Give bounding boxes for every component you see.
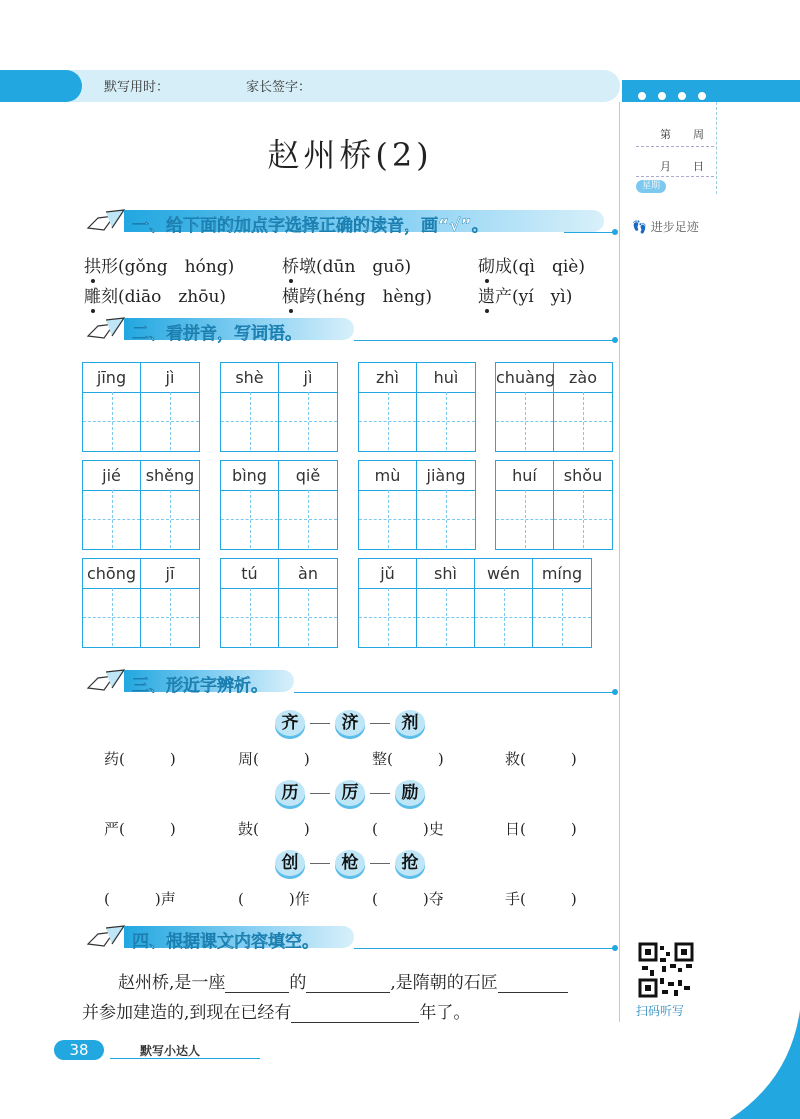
pinyin-grid bbox=[495, 362, 613, 452]
sentence-text: 赵州桥,是一座 bbox=[118, 973, 226, 993]
char-bubble: 励 bbox=[395, 780, 425, 806]
pinyin-grid bbox=[82, 460, 200, 550]
sentence-text: 年了。 bbox=[419, 1003, 471, 1023]
pinyin-grid bbox=[358, 558, 592, 648]
pinyin-grid bbox=[358, 460, 476, 550]
writing-box[interactable] bbox=[417, 392, 475, 450]
pinyin-options: (qì qiè) bbox=[512, 257, 585, 277]
grid-cell[interactable] bbox=[359, 461, 417, 549]
pinyin: jié bbox=[83, 461, 140, 491]
pinyin: zào bbox=[554, 363, 612, 393]
pinyin: àn bbox=[279, 559, 337, 589]
dotted-word: 遗产 bbox=[478, 287, 512, 307]
grid-cell[interactable] bbox=[359, 559, 417, 647]
pinyin-grid bbox=[220, 362, 338, 452]
q1-item bbox=[84, 282, 226, 307]
grid-cell[interactable] bbox=[221, 363, 279, 451]
divider bbox=[564, 232, 614, 233]
answer-blank[interactable] bbox=[498, 974, 568, 993]
grid-cell[interactable] bbox=[496, 363, 554, 451]
qr-label: 扫码听写 bbox=[636, 1004, 685, 1018]
fill-blank[interactable]: ( )作 bbox=[238, 890, 310, 908]
sentence-text: 并参加建造的,到现在已经有 bbox=[82, 1003, 292, 1023]
pinyin-grid bbox=[220, 558, 338, 648]
writing-box[interactable] bbox=[221, 588, 278, 646]
writing-box[interactable] bbox=[417, 490, 475, 548]
writing-box[interactable] bbox=[279, 392, 337, 450]
section1-title: 一、给下面的加点字选择正确的读音，画“√”。 bbox=[132, 216, 489, 236]
bullet-dot bbox=[612, 229, 618, 235]
pinyin: chōng bbox=[83, 559, 140, 589]
divider bbox=[636, 176, 714, 177]
grid-cell[interactable] bbox=[533, 559, 591, 647]
grid-cell[interactable] bbox=[554, 461, 612, 549]
pinyin: chuàng bbox=[496, 363, 553, 393]
writing-box[interactable] bbox=[359, 490, 416, 548]
q1-item bbox=[84, 252, 234, 277]
section2-header bbox=[84, 316, 624, 342]
section1-header bbox=[84, 208, 624, 234]
dash bbox=[370, 793, 390, 794]
dotted-word: 砌成 bbox=[478, 257, 512, 277]
dash bbox=[310, 723, 330, 724]
writing-box[interactable] bbox=[417, 588, 474, 646]
fill-sentence-line1 bbox=[118, 968, 568, 993]
writing-box[interactable] bbox=[359, 588, 416, 646]
grid-cell[interactable] bbox=[359, 363, 417, 451]
pencil-icon bbox=[84, 208, 128, 234]
writing-box[interactable] bbox=[359, 392, 416, 450]
dash bbox=[310, 793, 330, 794]
pinyin-options: (gǒng hóng) bbox=[118, 257, 235, 277]
pinyin: jiàng bbox=[417, 461, 475, 491]
q1-item bbox=[282, 282, 432, 307]
pinyin: jǔ bbox=[359, 559, 416, 589]
grid-cell[interactable] bbox=[83, 363, 141, 451]
fill-blank[interactable]: 手( ) bbox=[505, 890, 577, 908]
grid-cell[interactable] bbox=[554, 363, 612, 451]
answer-blank[interactable] bbox=[225, 974, 289, 993]
writing-box[interactable] bbox=[279, 490, 337, 548]
grid-cell[interactable] bbox=[141, 461, 199, 549]
section4-header bbox=[84, 924, 624, 950]
q1-item bbox=[478, 282, 572, 307]
fill-blank[interactable]: ( )史 bbox=[372, 820, 444, 838]
pencil-icon bbox=[84, 316, 128, 342]
grid-cell[interactable] bbox=[83, 461, 141, 549]
pinyin: tú bbox=[221, 559, 278, 589]
margin-line bbox=[619, 102, 620, 1022]
writing-box[interactable] bbox=[475, 588, 532, 646]
grid-cell[interactable] bbox=[83, 559, 141, 647]
char-bubble: 剂 bbox=[395, 710, 425, 736]
pinyin: mù bbox=[359, 461, 416, 491]
char-bubble: 济 bbox=[335, 710, 365, 736]
writing-box[interactable] bbox=[83, 588, 140, 646]
footprint-icon: 👣 bbox=[632, 220, 647, 234]
page-corner-decoration bbox=[700, 1010, 800, 1119]
writing-box[interactable] bbox=[554, 392, 612, 450]
grid-cell[interactable] bbox=[417, 363, 475, 451]
fill-blank[interactable]: 严( ) bbox=[104, 820, 176, 838]
binder-ring-icon bbox=[696, 90, 708, 102]
pinyin: huì bbox=[417, 363, 475, 393]
progress-footprint bbox=[632, 218, 699, 235]
grid-cell[interactable] bbox=[141, 363, 199, 451]
dotted-word: 雕刻 bbox=[84, 287, 118, 307]
week-label: 第 周 bbox=[660, 128, 704, 141]
pinyin: jì bbox=[141, 363, 199, 393]
q1-item bbox=[478, 252, 585, 277]
pinyin-options: (héng hèng) bbox=[316, 287, 432, 307]
pinyin: jì bbox=[279, 363, 337, 393]
dash bbox=[370, 723, 390, 724]
fill-blank[interactable]: ( )夺 bbox=[372, 890, 444, 908]
answer-blank[interactable] bbox=[306, 974, 390, 993]
binder-ring-icon bbox=[636, 90, 648, 102]
fill-blank[interactable]: 鼓( ) bbox=[238, 820, 310, 838]
dotted-word: 横跨 bbox=[282, 287, 316, 307]
book-title: 默写小达人 bbox=[140, 1044, 201, 1058]
dash bbox=[310, 863, 330, 864]
answer-blank[interactable] bbox=[291, 1004, 419, 1023]
writing-box[interactable] bbox=[83, 490, 140, 548]
pinyin: shì bbox=[417, 559, 474, 589]
char-bubble: 历 bbox=[275, 780, 305, 806]
divider bbox=[294, 692, 614, 693]
pinyin: jīng bbox=[83, 363, 140, 393]
weekday-label: 星期 bbox=[636, 180, 666, 193]
section3-title: 三、形近字辨析。 bbox=[132, 676, 268, 696]
pinyin: shěng bbox=[141, 461, 199, 491]
writing-box[interactable] bbox=[141, 490, 199, 548]
grid-cell[interactable] bbox=[141, 559, 199, 647]
writing-box[interactable] bbox=[141, 392, 199, 450]
fill-blank[interactable]: 日( ) bbox=[505, 820, 577, 838]
pinyin: bìng bbox=[221, 461, 278, 491]
grid-cell[interactable] bbox=[279, 559, 337, 647]
fill-blank[interactable]: 救( ) bbox=[505, 750, 577, 768]
pinyin-options: (diāo zhōu) bbox=[118, 287, 227, 307]
date-label: 月 日 bbox=[660, 160, 704, 173]
pinyin: shè bbox=[221, 363, 278, 393]
fill-blank[interactable]: 周( ) bbox=[238, 750, 310, 768]
bullet-dot bbox=[612, 689, 618, 695]
grid-cell[interactable] bbox=[417, 559, 475, 647]
grid-cell[interactable] bbox=[496, 461, 554, 549]
fill-blank[interactable]: 整( ) bbox=[372, 750, 444, 768]
bullet-dot bbox=[612, 337, 618, 343]
char-bubble: 创 bbox=[275, 850, 305, 876]
pencil-icon bbox=[84, 668, 128, 694]
page-number: 38 bbox=[54, 1040, 104, 1060]
page-title: 赵州桥(2) bbox=[267, 136, 433, 174]
writing-box[interactable] bbox=[496, 490, 553, 548]
fill-blank[interactable]: 药( ) bbox=[104, 750, 176, 768]
dictation-time-label: 默写用时： bbox=[104, 80, 170, 95]
section4-title: 四、根据课文内容填空。 bbox=[132, 932, 319, 952]
writing-box[interactable] bbox=[221, 392, 278, 450]
pinyin-grid bbox=[82, 558, 200, 648]
char-bubble: 齐 bbox=[275, 710, 305, 736]
grid-cell[interactable] bbox=[279, 461, 337, 549]
dotted-word: 桥墩 bbox=[282, 257, 316, 277]
char-bubble: 厉 bbox=[335, 780, 365, 806]
pinyin-grid bbox=[495, 460, 613, 550]
bullet-dot bbox=[612, 945, 618, 951]
pencil-icon bbox=[84, 924, 128, 950]
grid-cell[interactable] bbox=[221, 559, 279, 647]
writing-box[interactable] bbox=[83, 392, 140, 450]
grid-cell[interactable] bbox=[417, 461, 475, 549]
fill-sentence-line2 bbox=[82, 998, 470, 1023]
pinyin: shǒu bbox=[554, 461, 612, 491]
pinyin: qiě bbox=[279, 461, 337, 491]
footer-underline bbox=[110, 1058, 260, 1059]
divider bbox=[354, 948, 614, 949]
binder-ring-icon bbox=[656, 90, 668, 102]
pinyin: wén bbox=[475, 559, 532, 589]
section2-title: 二、看拼音，写词语。 bbox=[132, 324, 302, 344]
grid-cell[interactable] bbox=[279, 363, 337, 451]
parent-signature-label: 家长签字： bbox=[246, 80, 312, 95]
fill-blank[interactable]: ( )声 bbox=[104, 890, 176, 908]
writing-box[interactable] bbox=[141, 588, 199, 646]
pinyin-grid bbox=[220, 460, 338, 550]
pinyin: zhì bbox=[359, 363, 416, 393]
section3-header bbox=[84, 668, 624, 694]
pinyin: huí bbox=[496, 461, 553, 491]
pinyin-grid bbox=[358, 362, 476, 452]
side-bar bbox=[622, 80, 800, 102]
grid-cell[interactable] bbox=[221, 461, 279, 549]
binder-ring-icon bbox=[676, 90, 688, 102]
sentence-text: 的 bbox=[289, 973, 307, 993]
writing-box[interactable] bbox=[221, 490, 278, 548]
pinyin-options: (yí yì) bbox=[512, 287, 573, 307]
qr-code-icon[interactable] bbox=[638, 942, 694, 998]
writing-box[interactable] bbox=[496, 392, 553, 450]
pinyin-options: (dūn guō) bbox=[316, 257, 412, 277]
pinyin: míng bbox=[533, 559, 591, 589]
header-bar-cap bbox=[0, 70, 82, 102]
pinyin-grid bbox=[82, 362, 200, 452]
writing-box[interactable] bbox=[279, 588, 337, 646]
writing-box[interactable] bbox=[533, 588, 591, 646]
dash bbox=[370, 863, 390, 864]
dotted-word: 拱形 bbox=[84, 257, 118, 277]
divider bbox=[354, 340, 614, 341]
char-bubble: 抢 bbox=[395, 850, 425, 876]
grid-cell[interactable] bbox=[475, 559, 533, 647]
writing-box[interactable] bbox=[554, 490, 612, 548]
pinyin: jī bbox=[141, 559, 199, 589]
char-bubble: 枪 bbox=[335, 850, 365, 876]
q1-item bbox=[282, 252, 411, 277]
progress-label: 进步足迹 bbox=[650, 220, 699, 234]
sentence-text: ,是隋朝的石匠 bbox=[390, 973, 498, 993]
